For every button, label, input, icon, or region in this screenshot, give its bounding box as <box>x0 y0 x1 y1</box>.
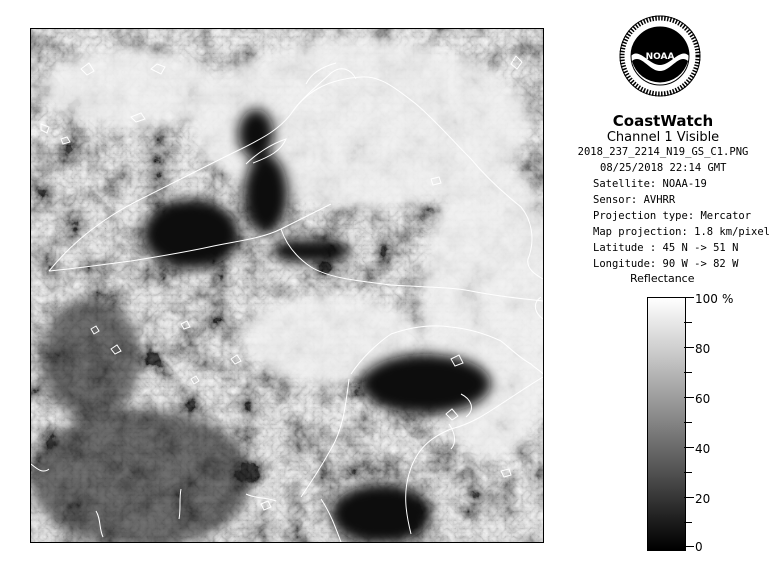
logo-text: NOAA <box>645 52 675 62</box>
app-title: CoastWatch <box>612 112 714 130</box>
colorbar-tick <box>684 422 692 423</box>
colorbar-tick <box>684 497 694 498</box>
sensor-info: Sensor: AVHRR <box>593 194 676 206</box>
channel-subtitle: Channel 1 Visible <box>606 130 720 145</box>
colorbar-tick-label: 40 <box>695 442 711 456</box>
colorbar-tick-label: 20 <box>695 492 711 506</box>
colorbar-tick-label: 80 <box>695 342 711 356</box>
colorbar-tick <box>684 322 692 323</box>
colorbar-tick <box>684 297 694 298</box>
colorbar-tick <box>684 447 694 448</box>
colorbar-tick-label: 60 <box>695 392 711 406</box>
latitude-range: Latitude : 45 N -> 51 N <box>593 242 739 254</box>
satellite-image <box>30 28 544 543</box>
colorbar-tick <box>684 472 692 473</box>
colorbar-tick-label: 0 <box>695 540 703 554</box>
image-filename: 2018_237_2214_N19_GS_C1.PNG <box>577 146 749 158</box>
satellite-info: Satellite: NOAA-19 <box>593 178 707 190</box>
projection-type: Projection type: Mercator <box>593 210 752 222</box>
colorbar-tick-label: 100 <box>695 292 718 306</box>
colorbar-tick <box>684 347 694 348</box>
map-projection: Map projection: 1.8 km/pixel <box>593 226 771 238</box>
colorbar-tick <box>684 546 694 547</box>
longitude-range: Longitude: 90 W -> 82 W <box>593 258 739 270</box>
colorbar-tick <box>684 397 694 398</box>
satellite-imagery <box>31 29 543 542</box>
colorbar-unit: % <box>722 292 734 306</box>
colorbar-label: Reflectance <box>630 272 695 285</box>
colorbar-tick <box>684 372 692 373</box>
image-datetime: 08/25/2018 22:14 GMT <box>600 162 727 174</box>
colorbar-tick <box>684 522 692 523</box>
reflectance-colorbar <box>647 297 686 551</box>
noaa-logo <box>619 15 701 97</box>
